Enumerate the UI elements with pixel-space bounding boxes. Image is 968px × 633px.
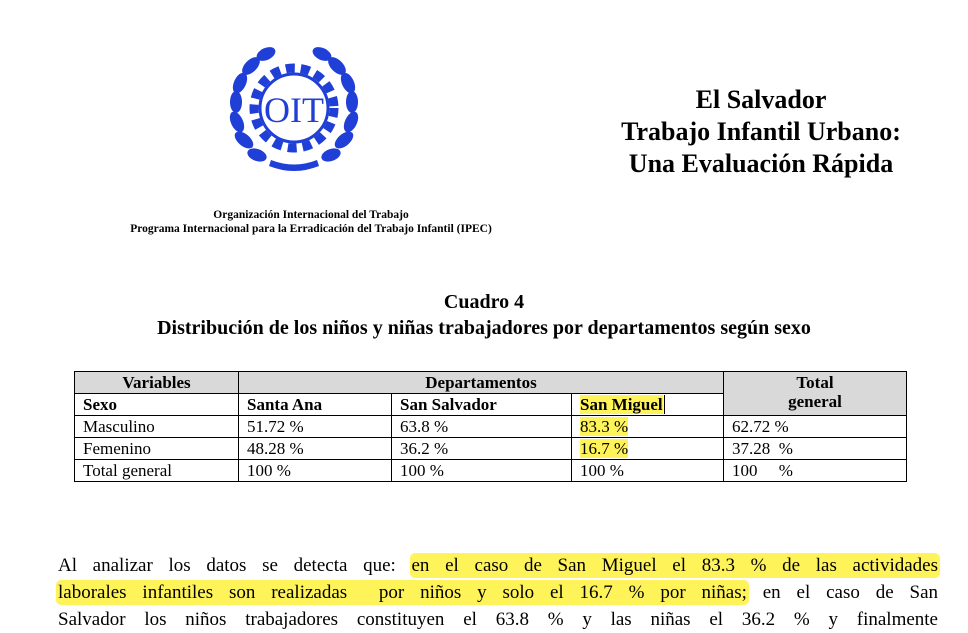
text-cursor <box>664 395 665 414</box>
header-san-miguel-text: San Miguel <box>580 395 663 414</box>
header-sexo: Sexo <box>75 394 239 416</box>
cell-santa-ana: 51.72 % <box>239 416 392 438</box>
document-title <box>586 84 936 180</box>
header-total-line1: Total <box>796 373 834 392</box>
cell-total: 100 % <box>724 460 907 482</box>
paragraph-text: en el caso de San <box>746 582 938 603</box>
cell-san-salvador: 36.2 % <box>392 438 572 460</box>
cell-san-miguel <box>572 438 724 460</box>
organization-block <box>66 208 556 236</box>
header-santa-ana: Santa Ana <box>239 394 392 416</box>
table-row <box>75 460 907 482</box>
cell-san-miguel-text: 83.3 % <box>580 417 629 436</box>
highlighted-text: en el caso de San Miguel el 83.3 % de las actividades <box>411 555 939 576</box>
analysis-paragraph <box>58 552 938 633</box>
header-total-line2: general <box>788 392 842 411</box>
table-row <box>75 438 907 460</box>
header-san-salvador: San Salvador <box>392 394 572 416</box>
org-name: Organización Internacional del Trabajo <box>213 209 409 221</box>
row-label: Femenino <box>75 438 239 460</box>
paragraph-line-3 <box>58 606 938 633</box>
cell-san-salvador: 63.8 % <box>392 416 572 438</box>
program-name: Programa Internacional para la Erradicación del Trabajo Infantil (IPEC) <box>130 223 492 235</box>
cell-santa-ana: 48.28 % <box>239 438 392 460</box>
header-san-miguel <box>572 394 724 416</box>
cell-san-miguel <box>572 416 724 438</box>
table-row <box>75 416 907 438</box>
cell-san-salvador: 100 % <box>392 460 572 482</box>
paragraph-text: Al analizar los datos se detecta que: <box>58 555 412 576</box>
logo-text: OIT <box>264 90 324 130</box>
cell-total: 37.28 % <box>724 438 907 460</box>
cell-san-miguel-text: 16.7 % <box>580 439 629 458</box>
title-line-3: Una Evaluación Rápida <box>628 149 894 178</box>
highlighted-text: laborales infantiles son realizadas por niños y solo el 16.7 % por niñas; <box>58 582 747 603</box>
table-label: Cuadro 4 <box>443 291 525 313</box>
distribution-table <box>74 371 907 482</box>
table-caption: Distribución de los niños y niñas trabajadores por departamentos según sexo <box>157 317 811 339</box>
table-header-row-1 <box>75 372 907 394</box>
row-label: Masculino <box>75 416 239 438</box>
paragraph-line-2 <box>58 579 938 606</box>
row-label: Total general <box>75 460 239 482</box>
cell-santa-ana: 100 % <box>239 460 392 482</box>
header-total <box>724 372 907 416</box>
title-line-1: El Salvador <box>695 85 827 114</box>
cell-total: 62.72 % <box>724 416 907 438</box>
cell-san-miguel: 100 % <box>572 460 724 482</box>
paragraph-text: Salvador los niños trabajadores constituyen el 63.8 % y las niñas el 36.2 % y finalmente <box>58 609 938 630</box>
header-variables: Variables <box>75 372 239 394</box>
paragraph-line-1 <box>58 552 938 579</box>
title-line-2: Trabajo Infantil Urbano: <box>621 117 901 146</box>
header-departamentos: Departamentos <box>239 372 724 394</box>
oit-logo <box>224 40 364 180</box>
